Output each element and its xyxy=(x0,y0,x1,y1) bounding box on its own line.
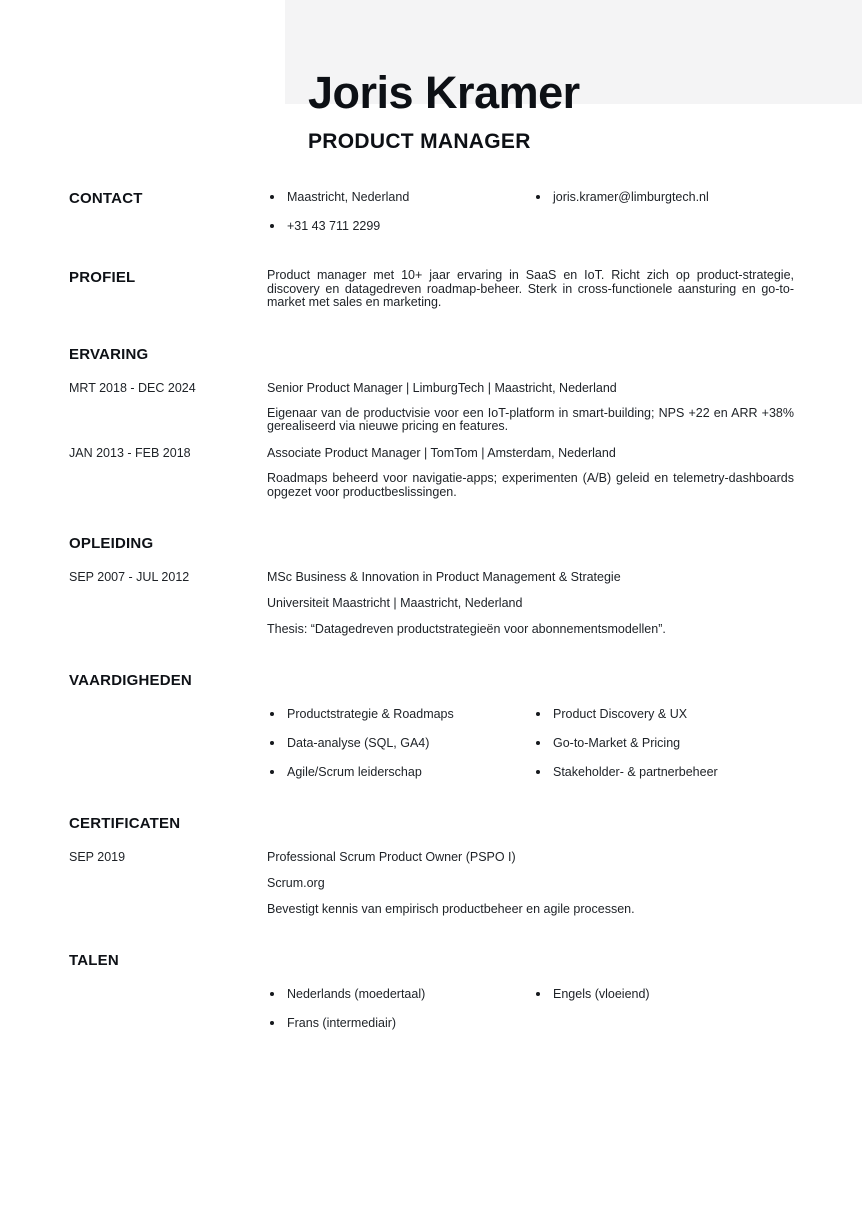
section-education xyxy=(69,535,793,636)
bullet-icon xyxy=(270,224,274,228)
bullet-icon xyxy=(536,195,540,199)
header-text-block xyxy=(308,67,580,154)
bullet-icon xyxy=(270,741,274,745)
section-label-education: OPLEIDING xyxy=(69,535,154,553)
section-label-skills: VAARDIGHEDEN xyxy=(69,672,192,690)
skill-item xyxy=(533,736,794,750)
experience-job-title: Associate Product Manager | TomTom | Amsterdam, Nederland xyxy=(267,445,616,460)
section-label-profile: PROFIEL xyxy=(69,269,136,286)
resume-body xyxy=(0,190,862,1030)
contact-item-email xyxy=(533,190,794,204)
education-entry xyxy=(69,570,793,636)
language-text: Frans (intermediair) xyxy=(287,1016,397,1031)
language-item xyxy=(267,1016,533,1030)
skill-item xyxy=(533,707,794,721)
education-period: SEP 2007 - JUL 2012 xyxy=(69,570,190,585)
contact-phone-text: +31 43 711 2299 xyxy=(287,219,381,233)
section-certifications xyxy=(69,815,793,916)
education-school: Universiteit Maastricht | Maastricht, Nederland xyxy=(267,596,523,611)
skills-list xyxy=(267,707,794,779)
experience-job-title: Senior Product Manager | LimburgTech | Maastricht, Nederland xyxy=(267,380,617,395)
certification-issuer: Scrum.org xyxy=(267,876,325,891)
section-profile xyxy=(69,269,793,310)
experience-entry xyxy=(69,446,793,499)
language-item xyxy=(267,987,533,1001)
section-contact xyxy=(69,190,793,233)
skill-text: Stakeholder- & partnerbeheer xyxy=(553,765,718,780)
certification-description: Bevestigt kennis van empirisch productbeheer en agile processen. xyxy=(267,902,635,917)
skill-item xyxy=(267,736,533,750)
certification-period: SEP 2019 xyxy=(69,850,126,865)
section-label-languages: TALEN xyxy=(69,952,119,970)
bullet-icon xyxy=(270,992,274,996)
education-thesis: Thesis: “Datagedreven productstrategieën voor abonnementsmodellen”. xyxy=(267,622,666,637)
resume-header xyxy=(0,0,862,190)
experience-description: Eigenaar van de productvisie voor een IoT-platform in smart-building; NPS +22 en ARR +38% gerealiseerd via nieuwe pricing en features. xyxy=(267,405,794,434)
experience-description: Roadmaps beheerd voor navigatie-apps; experimenten (A/B) geleid en telemetry-dashboards opgezet voor productbeslissingen. xyxy=(267,470,794,499)
bullet-icon xyxy=(536,741,540,745)
contact-item-location xyxy=(267,190,533,204)
section-skills xyxy=(69,672,793,779)
bullet-icon xyxy=(270,1021,274,1025)
contact-item-phone xyxy=(267,219,533,233)
experience-entry xyxy=(69,381,793,434)
skill-item xyxy=(533,765,794,779)
skill-text: Product Discovery & UX xyxy=(553,707,688,722)
bullet-icon xyxy=(270,195,274,199)
skill-text: Agile/Scrum leiderschap xyxy=(287,765,422,780)
profile-summary-text: Product manager met 10+ jaar ervaring in SaaS en IoT. Richt zich op product-strategie, discovery en datagedreven roadmap-beheer. Sterk in cross-functionele aansturing en go-to-market met sales en marketing. xyxy=(267,268,794,310)
bullet-icon xyxy=(270,712,274,716)
section-label-experience: ERVARING xyxy=(69,345,149,363)
section-label-contact: CONTACT xyxy=(69,190,143,207)
skill-text: Go-to-Market & Pricing xyxy=(553,736,681,751)
experience-period: JAN 2013 - FEB 2018 xyxy=(69,445,191,460)
languages-list xyxy=(267,987,794,1030)
skill-text: Data-analyse (SQL, GA4) xyxy=(287,736,430,751)
skill-text: Productstrategie & Roadmaps xyxy=(287,707,454,722)
skill-item xyxy=(267,765,533,779)
skill-item xyxy=(267,707,533,721)
language-item xyxy=(533,987,794,1001)
bullet-icon xyxy=(270,770,274,774)
language-text: Engels (vloeiend) xyxy=(553,987,650,1002)
contact-list xyxy=(267,190,794,233)
bullet-icon xyxy=(536,992,540,996)
contact-email-text: joris.kramer@limburgtech.nl xyxy=(553,190,709,204)
certification-entry xyxy=(69,850,793,916)
bullet-icon xyxy=(536,770,540,774)
certification-title: Professional Scrum Product Owner (PSPO I) xyxy=(267,850,516,865)
contact-location-text: Maastricht, Nederland xyxy=(287,190,410,204)
section-languages xyxy=(69,952,793,1030)
section-label-certifications: CERTIFICATEN xyxy=(69,815,181,833)
section-experience xyxy=(69,346,793,499)
education-degree: MSc Business & Innovation in Product Management & Strategie xyxy=(267,570,621,585)
experience-period: MRT 2018 - DEC 2024 xyxy=(69,380,196,395)
language-text: Nederlands (moedertaal) xyxy=(287,987,426,1002)
bullet-icon xyxy=(536,712,540,716)
candidate-name: Joris Kramer xyxy=(308,67,580,118)
candidate-job-title: PRODUCT MANAGER xyxy=(308,130,531,153)
